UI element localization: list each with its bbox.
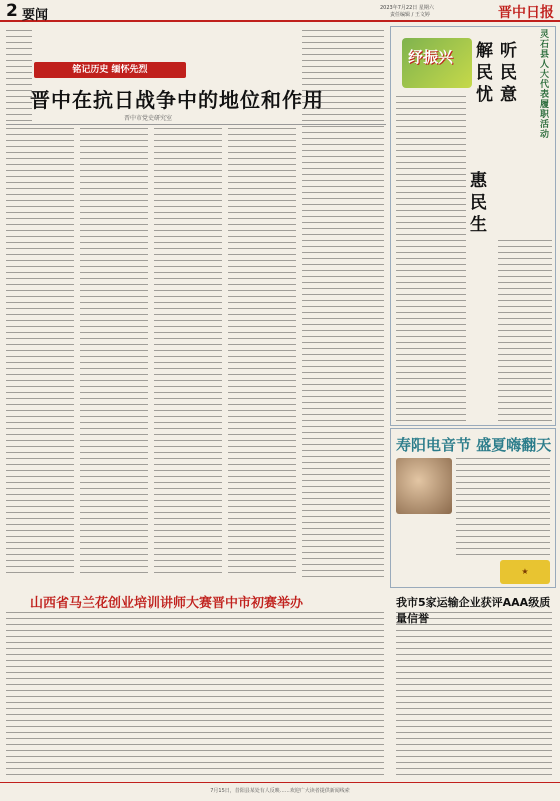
page-footer [0, 782, 560, 801]
body-text-column [228, 128, 296, 578]
slogan-solve: 解民忧 [476, 41, 493, 105]
page-header [0, 0, 560, 22]
zhenxing-logo-text: 纾振兴 [408, 48, 454, 66]
main-banner [34, 62, 186, 78]
body-text-column [80, 128, 148, 578]
main-byline: 晋中市党史研究室 [124, 115, 173, 122]
transport-text [396, 612, 552, 778]
footer-text: 7月15日，昔阳县某处有人反映……欢迎广大读者提供新闻线索 [210, 788, 350, 794]
sidebar-text [498, 240, 552, 422]
date-line: 2023年7月22日 星期六 [380, 5, 434, 11]
picture-feature-text [456, 458, 550, 558]
slogan-listen: 听民意 [500, 41, 517, 105]
body-text-column [302, 30, 384, 578]
feature-badge [500, 560, 550, 584]
feature-badge-icon: ★ [521, 567, 529, 576]
main-headline[interactable]: 晋中在抗日战争中的地位和作用 [30, 88, 324, 112]
main-banner-text: 铭记历史 缅怀先烈 [72, 65, 148, 75]
bottom-article-title[interactable]: 山西省马兰花创业培训讲师大赛晋中市初赛举办 [30, 596, 304, 611]
section-name: 要闻 [22, 8, 49, 23]
feature-photo [396, 458, 452, 514]
sidebar-text [396, 96, 466, 422]
zhenxing-logo [402, 38, 472, 88]
body-text-column [6, 30, 32, 122]
body-text-column [154, 128, 222, 578]
picture-feature-title[interactable]: 寿阳电音节 盛夏嗨翻天 [396, 436, 552, 454]
editor-line: 责任编辑 / 王文婷 [390, 12, 430, 18]
masthead: 晋中日报 [498, 5, 554, 21]
body-text-column [6, 128, 74, 578]
bottom-article-text [6, 612, 384, 778]
slogan-benefit: 惠民生 [470, 171, 487, 235]
page-number: 2 [6, 1, 18, 21]
sidebar-vertical-title: 灵石县人大代表履职活动 [540, 30, 550, 140]
transport-headline[interactable]: 我市5家运输企业获评AAA级质量信誉 [396, 596, 551, 625]
